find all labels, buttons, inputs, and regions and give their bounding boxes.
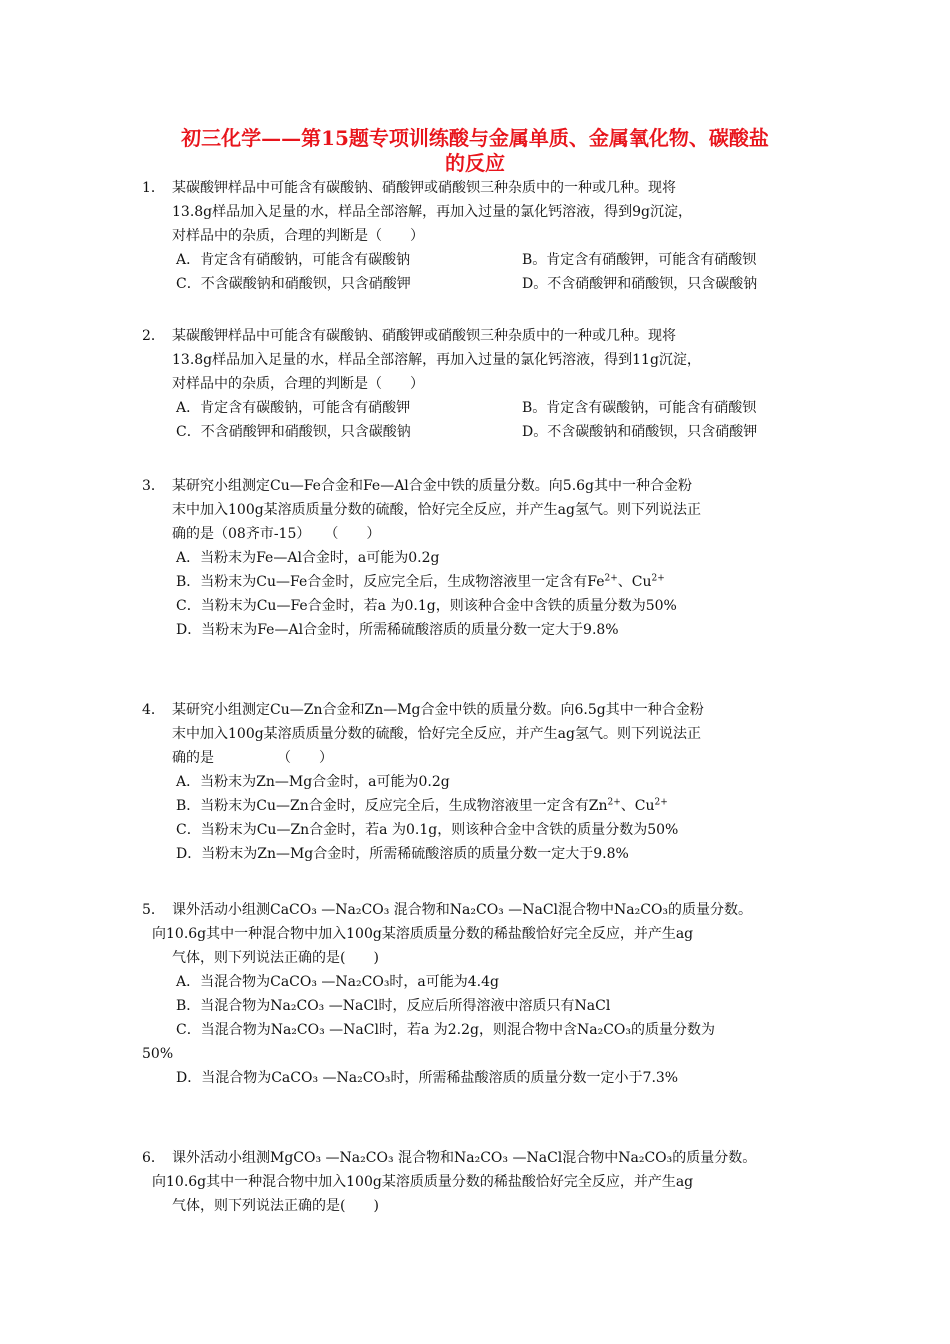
question-number: 3．	[142, 478, 165, 494]
stem-line: 13.8g样品加入足量的水，样品全部溶解，再加入过量的氯化钙溶液，得到9g沉淀，	[172, 204, 693, 220]
stem-line: 某研究小组测定Cu—Fe合金和Fe—Al合金中铁的质量分数。向5.6g其中一种合金粉	[172, 478, 693, 494]
option-d: D．当粉末为Zn—Mg合金时，所需稀硫酸溶质的质量分数一定大于9.8%	[176, 846, 629, 862]
stem-line: 对样品中的杂质，合理的判断是（ ）	[172, 376, 424, 392]
stem-line: 对样品中的杂质，合理的判断是（ ）	[172, 228, 424, 244]
option-b	[176, 570, 822, 594]
options	[142, 546, 822, 642]
charge-superscript: 2+	[654, 797, 668, 808]
question-number: 4．	[142, 702, 165, 718]
option-b: B．当混合物为Na₂CO₃ —NaCl时，反应后所得溶液中溶质只有NaCl	[176, 998, 611, 1014]
stem-line: 向10.6g其中一种混合物中加入100g某溶质质量分数的稀盐酸恰好完全反应，并产生ag	[152, 926, 694, 942]
question-number: 6．	[142, 1150, 165, 1166]
question-number: 2．	[142, 328, 165, 344]
option-b: B。肯定含有碳酸钠，可能含有硝酸钡	[522, 400, 757, 416]
options	[142, 248, 822, 296]
stem-line: 某研究小组测定Cu—Zn合金和Zn—Mg合金中铁的质量分数。向6.5g其中一种合金粉	[172, 702, 704, 718]
question-6	[142, 1146, 822, 1218]
option-a: A．当粉末为Fe—Al合金时，a可能为0.2g	[176, 550, 440, 566]
question-stem	[142, 474, 822, 546]
option-a: A．当粉末为Zn—Mg合金时，a可能为0.2g	[176, 774, 450, 790]
option-c: C．不含硝酸钾和硝酸钡，只含碳酸钠	[176, 424, 411, 440]
stem-line: 确的是 （ ）	[172, 750, 333, 766]
option-a: A．肯定含有碳酸钠，可能含有硝酸钾	[176, 400, 411, 416]
question-number: 1．	[142, 180, 165, 196]
option-a: A．当混合物为CaCO₃ —Na₂CO₃时，a可能为4.4g	[176, 974, 500, 990]
question-4	[142, 698, 822, 866]
option-d: D．当粉末为Fe—Al合金时，所需稀硫酸溶质的质量分数一定大于9.8%	[176, 622, 619, 638]
option-b	[176, 794, 822, 818]
stem-line: 某碳酸钾样品中可能含有碳酸钠、硝酸钾或硝酸钡三种杂质中的一种或几种。现将	[172, 180, 676, 196]
stem-line: 课外活动小组测MgCO₃ —Na₂CO₃ 混合物和Na₂CO₃ —NaCl混合物中Na₂CO₃的质量分数。	[172, 1150, 757, 1166]
stem-line: 末中加入100g某溶质质量分数的硫酸，恰好完全反应，并产生ag氢气。则下列说法正	[172, 502, 701, 518]
option-d: D。不含硝酸钾和硝酸钡，只含碳酸钠	[522, 276, 758, 292]
stem-line: 13.8g样品加入足量的水，样品全部溶解，再加入过量的氯化钙溶液，得到11g沉淀，	[172, 352, 701, 368]
stem-line: 末中加入100g某溶质质量分数的硫酸，恰好完全反应，并产生ag氢气。则下列说法正	[172, 726, 701, 742]
question-stem	[142, 176, 822, 248]
charge-superscript: 2+	[651, 573, 665, 584]
option-c: C．当粉末为Cu—Fe合金时，若a 为0.1g，则该种合金中含铁的质量分数为50%	[176, 598, 677, 614]
options	[142, 770, 822, 866]
option-b-text: B．当粉末为Cu—Zn合金时，反应完全后，生成物溶液里一定含有Zn	[176, 798, 608, 814]
stem-line: 确的是（08齐市-15） （ ）	[172, 526, 381, 542]
option-c-continued: 50%	[142, 1046, 174, 1062]
option-b-text: B．当粉末为Cu—Fe合金时，反应完全后，生成物溶液里一定含有Fe	[176, 574, 605, 590]
question-5	[142, 898, 822, 1090]
options	[142, 396, 822, 444]
question-1	[142, 176, 822, 296]
question-2	[142, 324, 822, 444]
question-stem	[142, 898, 822, 970]
question-number: 5．	[142, 902, 165, 918]
charge-superscript: 2+	[607, 797, 621, 808]
stem-line: 气体，则下列说法正确的是( )	[172, 1198, 379, 1214]
charge-superscript: 2+	[604, 573, 618, 584]
page-title	[120, 126, 830, 176]
stem-line: 课外活动小组测CaCO₃ —Na₂CO₃ 混合物和Na₂CO₃ —NaCl混合物中Na₂CO₃的质量分数。	[172, 902, 753, 918]
options	[142, 970, 822, 1090]
stem-line: 向10.6g其中一种混合物中加入100g某溶质质量分数的稀盐酸恰好完全反应，并产生ag	[152, 1174, 694, 1190]
option-b-text: 、Cu	[620, 798, 655, 814]
title-line-2: 的反应	[445, 151, 505, 175]
option-a: A．肯定含有硝酸钠，可能含有碳酸钠	[176, 252, 411, 268]
option-c: C．当混合物为Na₂CO₃ —NaCl时，若a 为2.2g，则混合物中含Na₂CO₃的质量分数为	[176, 1022, 715, 1038]
question-stem	[142, 698, 822, 770]
stem-line: 某碳酸钾样品中可能含有碳酸钠、硝酸钾或硝酸钡三种杂质中的一种或几种。现将	[172, 328, 676, 344]
option-c: C．当粉末为Cu—Zn合金时，若a 为0.1g，则该种合金中含铁的质量分数为50%	[176, 822, 679, 838]
option-d: D。不含碳酸钠和硝酸钡，只含硝酸钾	[522, 424, 758, 440]
option-c: C．不含碳酸钠和硝酸钡，只含硝酸钾	[176, 276, 411, 292]
option-b: B。肯定含有硝酸钾，可能含有硝酸钡	[522, 252, 757, 268]
option-b-text: 、Cu	[617, 574, 652, 590]
option-d: D．当混合物为CaCO₃ —Na₂CO₃时，所需稀盐酸溶质的质量分数一定小于7.3%	[176, 1070, 679, 1086]
stem-line: 气体，则下列说法正确的是( )	[172, 950, 379, 966]
question-stem	[142, 1146, 822, 1218]
question-stem	[142, 324, 822, 396]
question-3	[142, 474, 822, 642]
title-line-1: 初三化学——第15题专项训练酸与金属单质、金属氧化物、碳酸盐	[181, 126, 769, 150]
